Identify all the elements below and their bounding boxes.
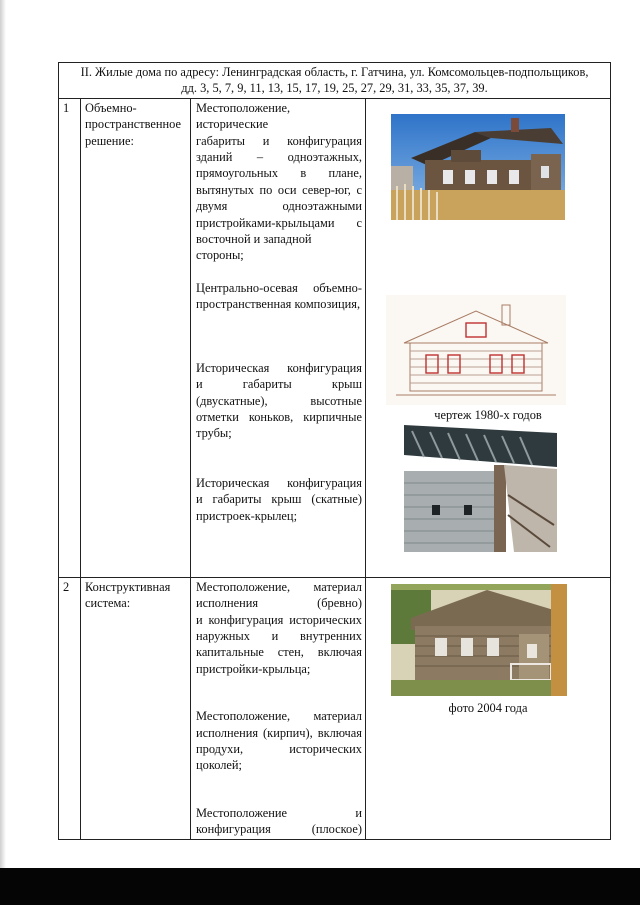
house-photo (391, 114, 565, 220)
paragraph: Местоположение, исторические габариты и конфигурация зданий – одноэтажных, прямоугольных в плане, вытянутых по оси север-юг, с двумя одноэтажными пристройками-крыльцами с восточной и западной стороны; (196, 100, 362, 263)
paragraph: Историческая конфигурация и габариты крыш (скатные) пристроек-крылец; (196, 475, 362, 523)
row-name: Конструктивная система: (81, 577, 191, 839)
table-row (59, 98, 611, 577)
porch-photo (404, 425, 557, 552)
row-images (366, 577, 611, 839)
row-number: 2 (59, 577, 81, 839)
row-number: 1 (59, 98, 81, 577)
caption: фото 2004 года (448, 700, 528, 715)
paragraph: Местоположение и конфигурация (плоское) (196, 805, 362, 837)
header-line-1: II. Жилые дома по адресу: Ленинградская область, г. Гатчина, ул. Комсомольцев-подпольщиков, (80, 65, 589, 79)
table-header-row (59, 63, 611, 99)
row-description (191, 577, 366, 839)
house-photo-2004 (391, 584, 567, 696)
scan-edge-shadow (0, 0, 6, 868)
paragraph: Центрально-осевая объемно- пространственная композиция, (196, 280, 362, 312)
table-row (59, 577, 611, 839)
heritage-table (58, 62, 611, 840)
caption: чертеж 1980-х годов (434, 407, 542, 422)
header-line-2: дд. 3, 5, 7, 9, 11, 13, 15, 17, 19, 25, 27, 29, 31, 33, 35, 37, 39. (181, 81, 488, 96)
row-images (366, 98, 611, 577)
row-description (191, 98, 366, 577)
paragraph: Местоположение, материал исполнения (бревно) и конфигурация исторических наружных и внутренних капитальные стен, включая пристройки-крыльца; (196, 579, 362, 676)
paragraph: Историческая конфигурация и габариты крыш (двускатные), высотные отметки коньков, кирпичные трубы; (196, 360, 362, 441)
house-drawing (386, 295, 566, 405)
paragraph: Местоположение, материал исполнения (кирпич), включая продухи, исторических цоколей; (196, 709, 362, 773)
table-header (59, 63, 611, 99)
row-name: Объемно- пространственное решение: (81, 98, 191, 577)
scan-bottom-edge (0, 868, 640, 905)
